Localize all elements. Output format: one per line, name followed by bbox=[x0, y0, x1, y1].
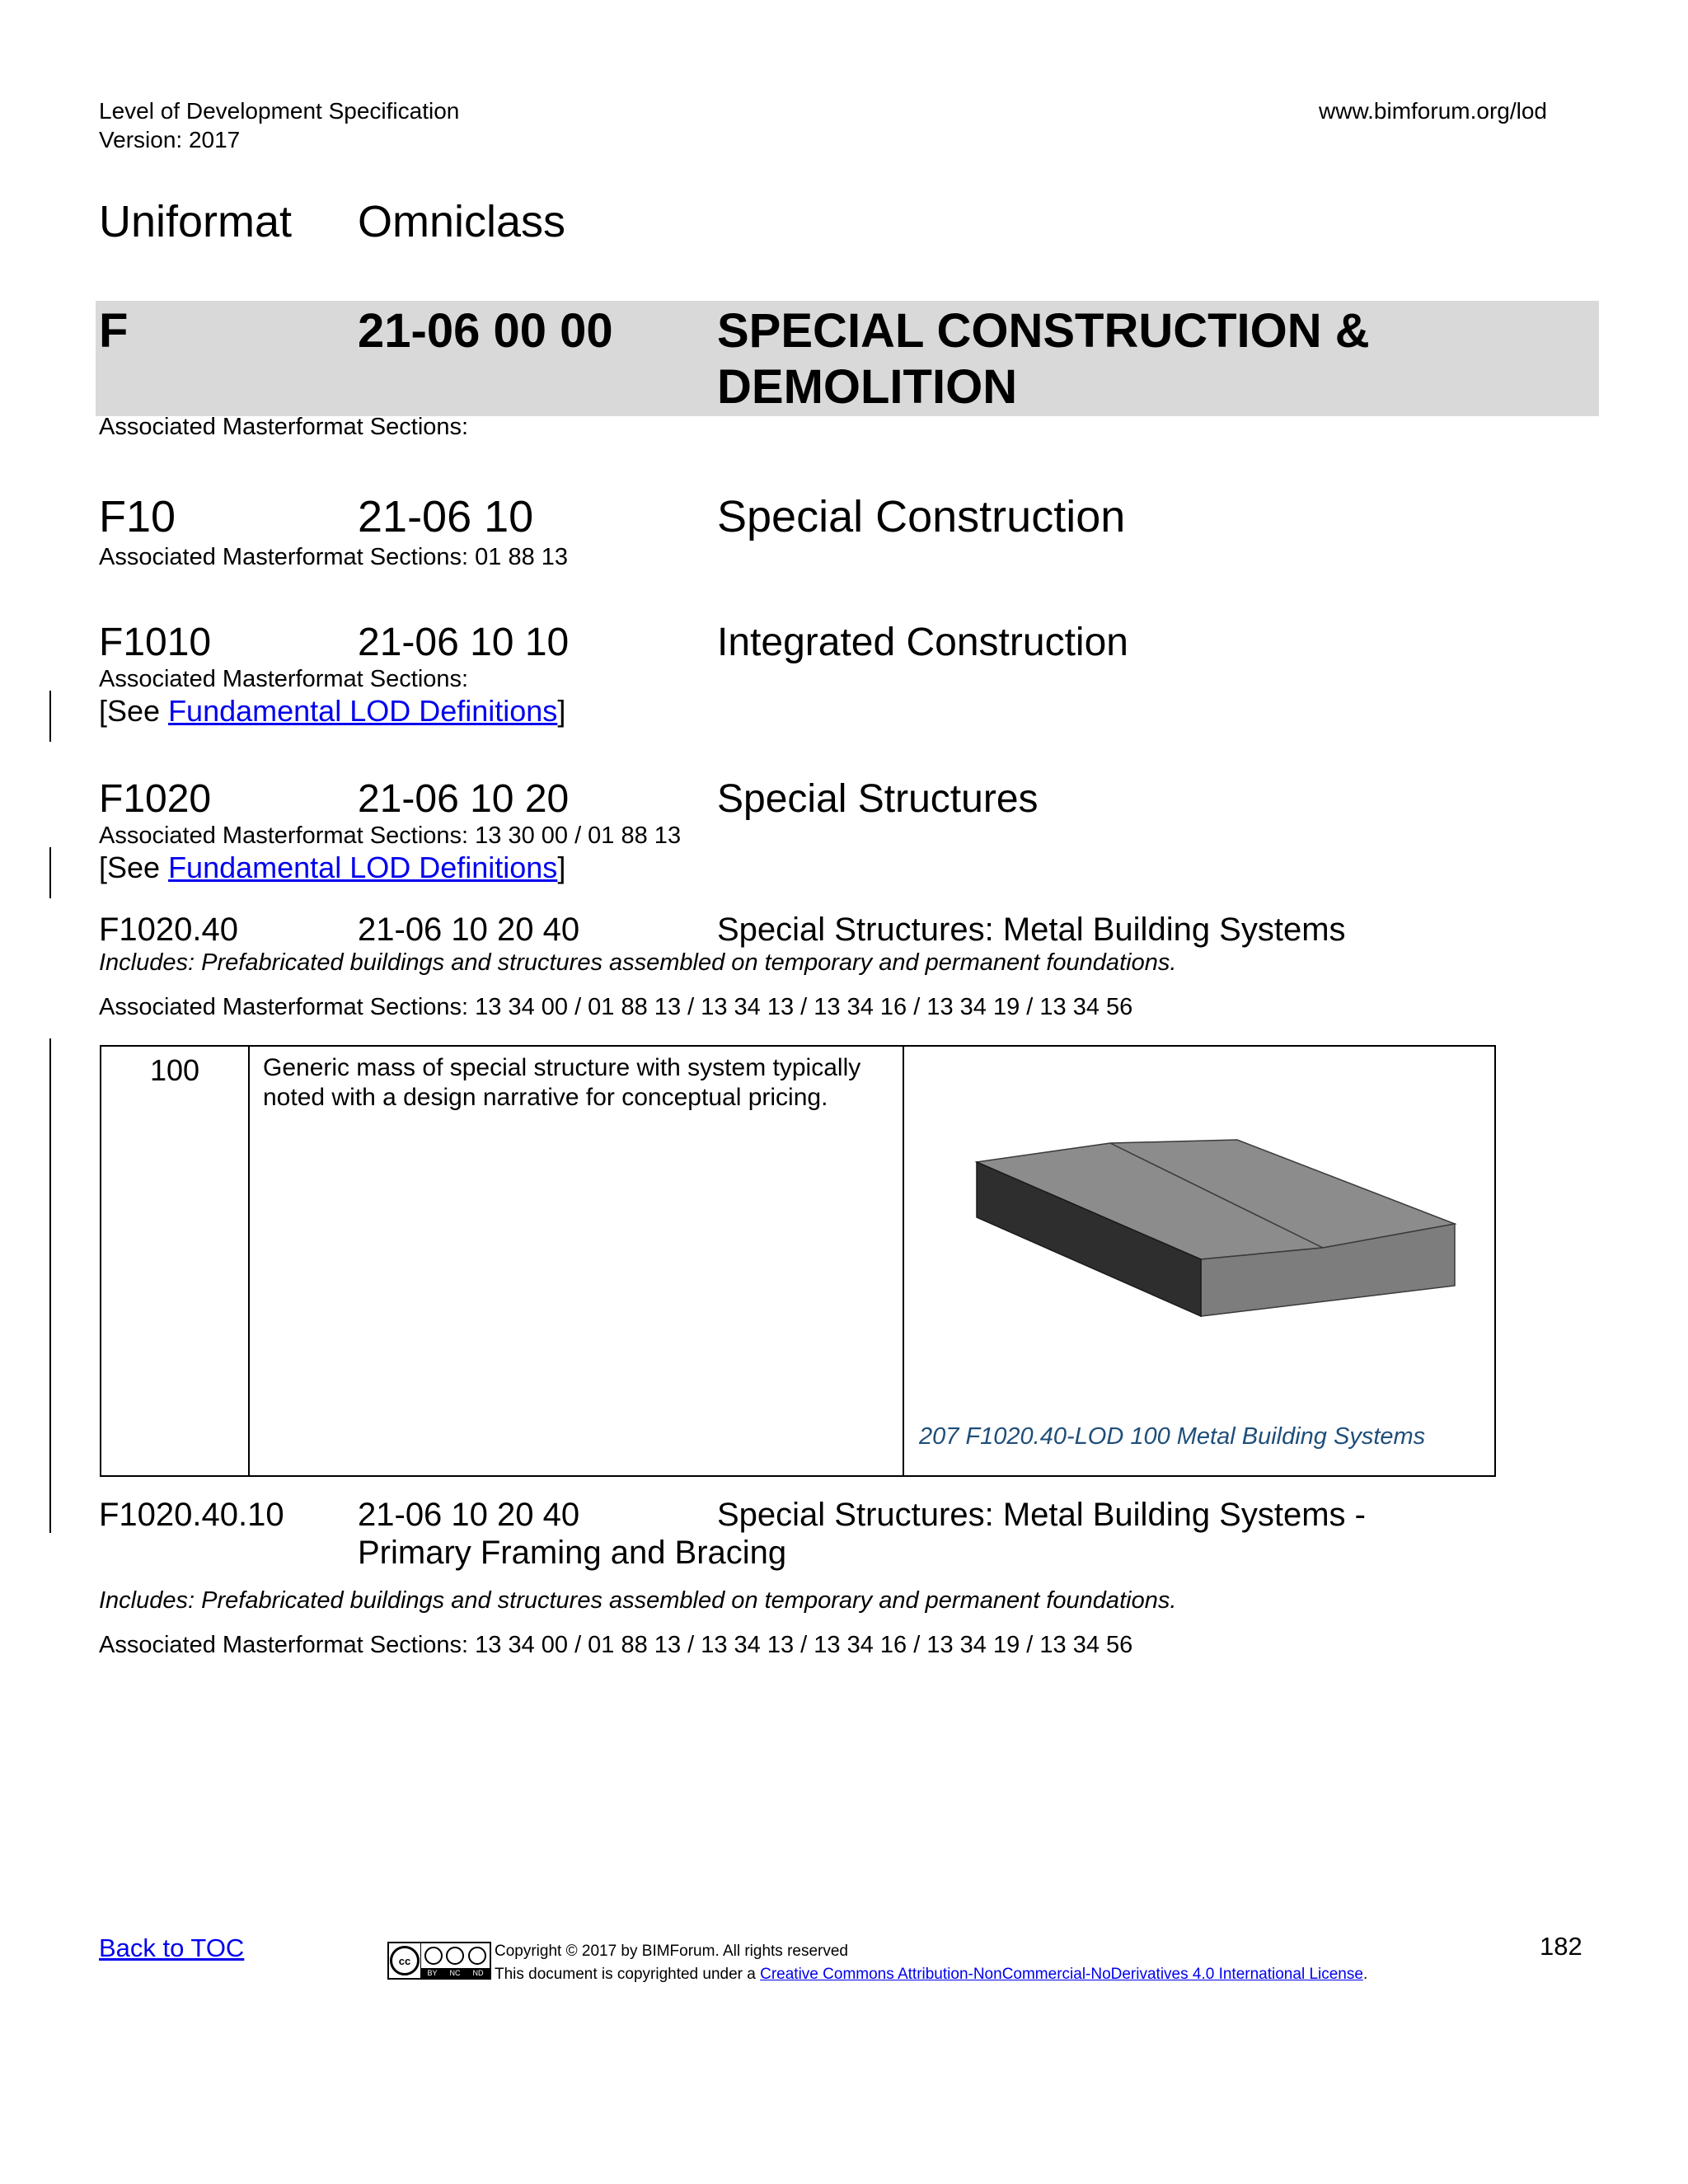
f102040-code: F1020.40 bbox=[99, 912, 239, 948]
f102040-title: Special Structures: Metal Building Systems bbox=[717, 912, 1346, 948]
metal-building-illustration bbox=[904, 1047, 1509, 1475]
section-f-omniclass: 21-06 00 00 bbox=[358, 304, 613, 358]
nd-label: ND bbox=[472, 1969, 484, 1977]
lod-table bbox=[100, 1045, 1496, 1477]
f10-assoc: Associated Masterformat Sections: 01 88 13 bbox=[99, 544, 569, 570]
revision-bar bbox=[49, 691, 51, 742]
f10-title: Special Construction bbox=[717, 492, 1126, 541]
page-number: 182 bbox=[1540, 1932, 1582, 1961]
doc-title: Level of Development Specification bbox=[99, 98, 460, 124]
column-omniclass: Omniclass bbox=[358, 197, 566, 246]
cc-license-badge bbox=[387, 1942, 491, 1980]
nd-icon bbox=[468, 1947, 486, 1965]
nc-icon bbox=[446, 1947, 464, 1965]
cc-license-link[interactable]: Creative Commons Attribution-NonCommercial-NoDerivatives 4.0 International License bbox=[760, 1966, 1363, 1983]
f10-omniclass: 21-06 10 bbox=[358, 492, 534, 541]
f102040-assoc: Associated Masterformat Sections: 13 34 00 / 01 88 13 / 13 34 13 / 13 34 16 / 13 34 19 / 13 34 56 bbox=[99, 994, 1133, 1020]
by-label: BY bbox=[427, 1969, 438, 1977]
f10204010-code: F1020.40.10 bbox=[99, 1497, 284, 1533]
f10204010-assoc: Associated Masterformat Sections: 13 34 00 / 01 88 13 / 13 34 13 / 13 34 16 / 13 34 19 / 13 34 56 bbox=[99, 1632, 1133, 1658]
revision-bar bbox=[49, 847, 51, 898]
doc-version: Version: 2017 bbox=[99, 127, 241, 152]
column-uniformat: Uniformat bbox=[99, 197, 293, 246]
cc-icon bbox=[389, 1943, 421, 1978]
nc-label: NC bbox=[449, 1969, 461, 1977]
lod-description: Generic mass of special structure with system typically noted with a design narrative for conceptual pricing. bbox=[249, 1046, 903, 1476]
copyright-text: Copyright © 2017 by BIMForum. All rights reserved bbox=[495, 1943, 849, 1960]
lod-level: 100 bbox=[101, 1046, 249, 1476]
f10204010-omniclass: 21-06 10 20 40 bbox=[358, 1497, 580, 1533]
table-row bbox=[101, 1046, 1495, 1476]
f1020-see: [See Fundamental LOD Definitions] bbox=[99, 851, 566, 884]
fundamental-lod-definitions-link[interactable]: Fundamental LOD Definitions bbox=[168, 851, 558, 884]
cc-mark: cc bbox=[390, 1946, 420, 1975]
f1010-code: F1010 bbox=[99, 621, 212, 664]
f10204010-title-1: Special Structures: Metal Building Systems - bbox=[717, 1497, 1366, 1533]
section-f-code: F bbox=[99, 304, 129, 358]
figure-caption: 207 F1020.40-LOD 100 Metal Building Systems bbox=[919, 1423, 1426, 1450]
f1020-assoc: Associated Masterformat Sections: 13 30 00 / 01 88 13 bbox=[99, 823, 682, 849]
f1020-code: F1020 bbox=[99, 777, 212, 821]
lod-figure-cell bbox=[903, 1046, 1495, 1476]
f10204010-title-2: Primary Framing and Bracing bbox=[358, 1535, 787, 1571]
doc-url: www.bimforum.org/lod bbox=[1319, 98, 1547, 124]
revision-bar bbox=[49, 1038, 51, 1533]
f1020-title: Special Structures bbox=[717, 777, 1039, 821]
by-icon bbox=[424, 1947, 443, 1965]
back-to-toc-link[interactable]: Back to TOC bbox=[99, 1933, 245, 1962]
license-text: This document is copyrighted under a Creative Commons Attribution-NonCommercial-NoDerivatives 4.0 International License. bbox=[495, 1966, 1368, 1983]
f1010-see: [See Fundamental LOD Definitions] bbox=[99, 694, 566, 728]
f102040-omniclass: 21-06 10 20 40 bbox=[358, 912, 580, 948]
f1010-title: Integrated Construction bbox=[717, 621, 1128, 664]
f102040-includes: Includes: Prefabricated buildings and structures assembled on temporary and permanent foundations. bbox=[99, 949, 1177, 976]
fundamental-lod-definitions-link[interactable]: Fundamental LOD Definitions bbox=[168, 694, 558, 728]
section-f-assoc: Associated Masterformat Sections: bbox=[99, 414, 469, 440]
f1010-omniclass: 21-06 10 10 bbox=[358, 621, 570, 664]
section-f-title-1: SPECIAL CONSTRUCTION & bbox=[717, 304, 1370, 358]
f1020-omniclass: 21-06 10 20 bbox=[358, 777, 570, 821]
f10-code: F10 bbox=[99, 492, 176, 541]
f10204010-includes: Includes: Prefabricated buildings and structures assembled on temporary and permanent foundations. bbox=[99, 1587, 1177, 1614]
f1010-assoc: Associated Masterformat Sections: bbox=[99, 666, 469, 692]
section-f-title-2: DEMOLITION bbox=[717, 360, 1018, 414]
